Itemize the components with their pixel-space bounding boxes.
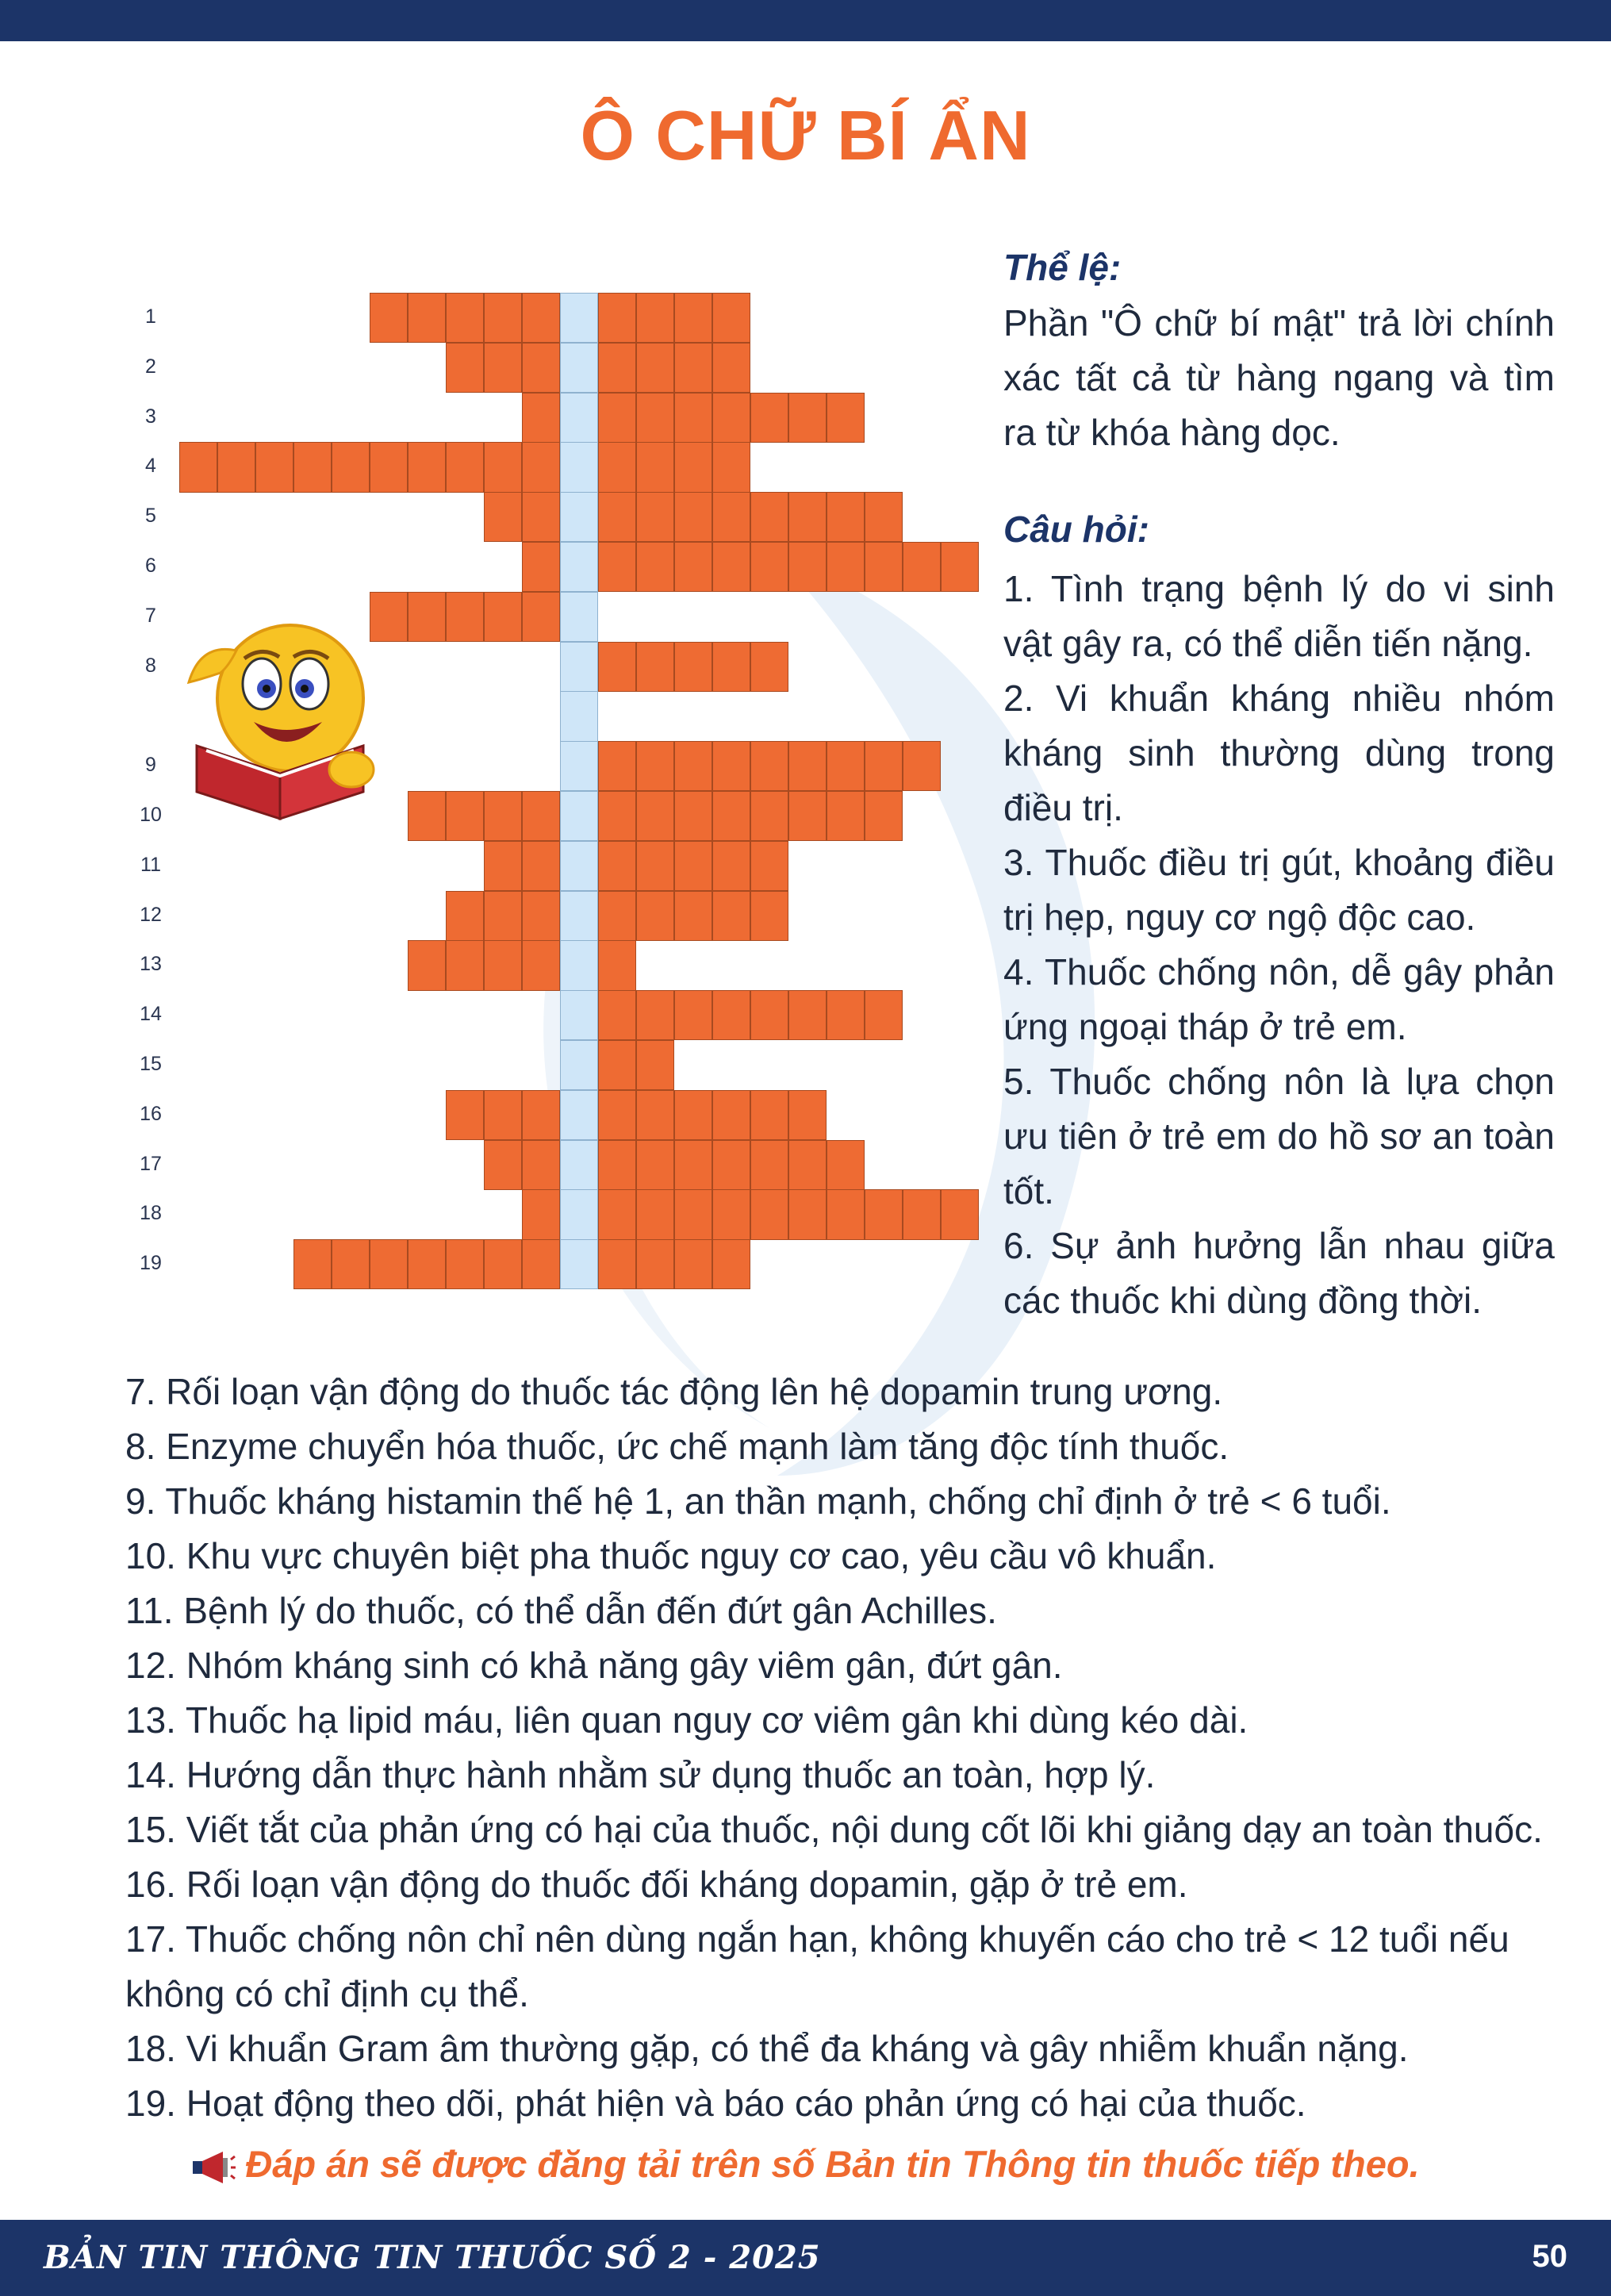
crossword-cell[interactable] <box>750 393 788 443</box>
crossword-cell[interactable] <box>408 791 446 841</box>
keyword-cell[interactable] <box>560 691 598 741</box>
crossword-cell[interactable] <box>598 442 636 492</box>
page-title: Ô CHỮ BÍ ẨN <box>580 96 1031 175</box>
row-number: 12 <box>140 903 162 926</box>
crossword-cell[interactable] <box>788 990 827 1040</box>
crossword-cell[interactable] <box>446 343 484 393</box>
keyword-cell[interactable] <box>560 1090 598 1140</box>
keyword-cell[interactable] <box>560 1239 598 1289</box>
crossword-cell[interactable] <box>293 1239 332 1289</box>
crossword-cell[interactable] <box>674 393 712 443</box>
question-item: 12. Nhóm kháng sinh có khả năng gây viêm gân, đứt gân. <box>125 1645 1063 1686</box>
crossword-cell[interactable] <box>712 1090 750 1140</box>
keyword-cell[interactable] <box>560 891 598 941</box>
crossword-cell[interactable] <box>522 841 560 891</box>
crossword-cell[interactable] <box>712 642 750 692</box>
crossword-cell[interactable] <box>788 741 827 791</box>
crossword-cell[interactable] <box>674 990 712 1040</box>
crossword-cell[interactable] <box>712 393 750 443</box>
crossword-cell[interactable] <box>865 791 903 841</box>
crossword-cell[interactable] <box>636 393 674 443</box>
crossword-cell[interactable] <box>674 891 712 941</box>
crossword-cell[interactable] <box>712 442 750 492</box>
crossword-cell[interactable] <box>712 841 750 891</box>
crossword-cell[interactable] <box>522 1140 560 1190</box>
row-number: 18 <box>140 1202 162 1225</box>
row-number: 1 <box>145 305 156 328</box>
crossword-cell[interactable] <box>408 592 446 642</box>
crossword-cell[interactable] <box>598 1040 636 1090</box>
crossword-cell[interactable] <box>674 542 712 592</box>
crossword-cell[interactable] <box>522 1090 560 1140</box>
crossword-cell[interactable] <box>750 1140 788 1190</box>
crossword-cell[interactable] <box>522 592 560 642</box>
row-number: 5 <box>145 505 156 528</box>
crossword-cell[interactable] <box>674 1239 712 1289</box>
crossword-cell[interactable] <box>750 791 788 841</box>
crossword-cell[interactable] <box>674 841 712 891</box>
crossword-cell[interactable] <box>598 841 636 891</box>
crossword-cell[interactable] <box>522 492 560 542</box>
crossword-cell[interactable] <box>827 741 865 791</box>
row-number: 11 <box>140 853 161 876</box>
crossword-cell[interactable] <box>827 393 865 443</box>
crossword-cell[interactable] <box>408 1239 446 1289</box>
crossword-cell[interactable] <box>712 1140 750 1190</box>
crossword-cell[interactable] <box>903 1189 941 1239</box>
crossword-cell[interactable] <box>598 542 636 592</box>
crossword-cell[interactable] <box>636 442 674 492</box>
keyword-cell[interactable] <box>560 293 598 343</box>
crossword-cell[interactable] <box>598 990 636 1040</box>
crossword-cell[interactable] <box>750 642 788 692</box>
keyword-cell[interactable] <box>560 542 598 592</box>
crossword-cell[interactable] <box>712 741 750 791</box>
row-number: 3 <box>145 405 156 428</box>
crossword-cell[interactable] <box>903 741 941 791</box>
crossword-cell[interactable] <box>636 492 674 542</box>
crossword-cell[interactable] <box>522 542 560 592</box>
crossword-cell[interactable] <box>370 1239 408 1289</box>
crossword-cell[interactable] <box>484 791 522 841</box>
crossword-cell[interactable] <box>636 1189 674 1239</box>
crossword-cell[interactable] <box>827 542 865 592</box>
keyword-cell[interactable] <box>560 791 598 841</box>
keyword-cell[interactable] <box>560 990 598 1040</box>
question-item: 8. Enzyme chuyển hóa thuốc, ức chế mạnh làm tăng độc tính thuốc. <box>125 1426 1229 1467</box>
crossword-cell[interactable] <box>674 1140 712 1190</box>
row-number: 19 <box>140 1252 162 1275</box>
crossword-cell[interactable] <box>865 542 903 592</box>
crossword-cell[interactable] <box>636 542 674 592</box>
crossword-cell[interactable] <box>827 1189 865 1239</box>
question-item: 16. Rối loạn vận động do thuốc đối kháng dopamin, gặp ở trẻ em. <box>125 1864 1188 1905</box>
question-item: 4. Thuốc chống nôn, dễ gây phản ứng ngoại tháp ở trẻ em. <box>1003 951 1555 1047</box>
crossword-cell[interactable] <box>636 1140 674 1190</box>
crossword-cell[interactable] <box>598 1090 636 1140</box>
row-number: 10 <box>140 804 162 826</box>
crossword-cell[interactable] <box>712 1189 750 1239</box>
crossword-cell[interactable] <box>712 891 750 941</box>
question-item: 3. Thuốc điều trị gút, khoảng điều trị hẹp, nguy cơ ngộ độc cao. <box>1003 842 1555 938</box>
question-item: 10. Khu vực chuyên biệt pha thuốc nguy cơ cao, yêu cầu vô khuẩn. <box>125 1535 1217 1576</box>
keyword-cell[interactable] <box>560 442 598 492</box>
keyword-cell[interactable] <box>560 841 598 891</box>
crossword-cell[interactable] <box>446 791 484 841</box>
keyword-cell[interactable] <box>560 492 598 542</box>
crossword-cell[interactable] <box>598 1189 636 1239</box>
crossword-cell[interactable] <box>522 891 560 941</box>
crossword-cell[interactable] <box>865 990 903 1040</box>
crossword-cell[interactable] <box>636 791 674 841</box>
question-item: 19. Hoạt động theo dõi, phát hiện và báo cáo phản ứng có hại của thuốc. <box>125 2083 1306 2124</box>
megaphone-icon <box>191 2150 236 2185</box>
question-item: 7. Rối loạn vận động do thuốc tác động lên hệ dopamin trung ương. <box>125 1371 1223 1412</box>
crossword-cell[interactable] <box>712 293 750 343</box>
crossword-cell[interactable] <box>598 343 636 393</box>
row-number: 7 <box>145 604 156 627</box>
row-number: 16 <box>140 1102 162 1125</box>
keyword-cell[interactable] <box>560 1140 598 1190</box>
crossword-cell[interactable] <box>750 492 788 542</box>
crossword-cell[interactable] <box>484 891 522 941</box>
crossword-cell[interactable] <box>674 1090 712 1140</box>
crossword-cell[interactable] <box>598 791 636 841</box>
keyword-cell[interactable] <box>560 741 598 791</box>
footer-bar <box>0 2220 1611 2296</box>
crossword-cell[interactable] <box>484 1140 522 1190</box>
question-item: 18. Vi khuẩn Gram âm thường gặp, có thể đa kháng và gây nhiễm khuẩn nặng. <box>125 2028 1409 2069</box>
question-item: 17. Thuốc chống nôn chỉ nên dùng ngắn hạn, không khuyến cáo cho trẻ < 12 tuổi nếu không có chỉ định cụ thể. <box>125 1918 1509 2014</box>
keyword-cell[interactable] <box>560 1189 598 1239</box>
crossword-cell[interactable] <box>903 542 941 592</box>
question-item: 6. Sự ảnh hưởng lẫn nhau giữa các thuốc khi dùng đồng thời. <box>1003 1225 1555 1321</box>
crossword-cell[interactable] <box>522 1189 560 1239</box>
crossword-cell[interactable] <box>522 343 560 393</box>
crossword-cell[interactable] <box>598 940 636 990</box>
crossword-cell[interactable] <box>827 1140 865 1190</box>
crossword-cell[interactable] <box>522 791 560 841</box>
crossword-cell[interactable] <box>484 293 522 343</box>
crossword-cell[interactable] <box>712 542 750 592</box>
crossword-cell[interactable] <box>788 393 827 443</box>
crossword-cell[interactable] <box>598 492 636 542</box>
crossword-cell[interactable] <box>446 592 484 642</box>
crossword-cell[interactable] <box>712 492 750 542</box>
crossword-cell[interactable] <box>484 492 522 542</box>
crossword-cell[interactable] <box>255 442 293 492</box>
crossword-cell[interactable] <box>446 293 484 343</box>
keyword-cell[interactable] <box>560 343 598 393</box>
crossword-cell[interactable] <box>484 442 522 492</box>
crossword-cell[interactable] <box>446 891 484 941</box>
crossword-cell[interactable] <box>370 442 408 492</box>
crossword-cell[interactable] <box>293 442 332 492</box>
crossword-cell[interactable] <box>217 442 255 492</box>
crossword-cell[interactable] <box>865 1189 903 1239</box>
crossword-cell[interactable] <box>788 492 827 542</box>
crossword-cell[interactable] <box>712 791 750 841</box>
question-item: 9. Thuốc kháng histamin thế hệ 1, an thần mạnh, chống chỉ định ở trẻ < 6 tuổi. <box>125 1480 1391 1522</box>
crossword-cell[interactable] <box>750 841 788 891</box>
keyword-cell[interactable] <box>560 592 598 642</box>
crossword-cell[interactable] <box>827 492 865 542</box>
keyword-cell[interactable] <box>560 642 598 692</box>
crossword-cell[interactable] <box>522 442 560 492</box>
crossword-cell[interactable] <box>941 1189 979 1239</box>
footer-publication: BẢN TIN THÔNG TIN THUỐC SỐ 2 - 2025 <box>44 2239 821 2276</box>
question-item: 2. Vi khuẩn kháng nhiều nhóm kháng sinh thường dùng trong điều trị. <box>1003 678 1555 828</box>
crossword-cell[interactable] <box>370 293 408 343</box>
crossword-cell[interactable] <box>788 1140 827 1190</box>
questions-heading: Câu hỏi: <box>1003 509 1149 550</box>
crossword-cell[interactable] <box>636 1090 674 1140</box>
row-number: 4 <box>145 455 156 478</box>
crossword-cell[interactable] <box>674 642 712 692</box>
row-number: 17 <box>140 1152 162 1175</box>
row-number: 15 <box>140 1053 162 1075</box>
row-number: 9 <box>145 754 156 777</box>
crossword-cell[interactable] <box>674 741 712 791</box>
answer-note <box>0 2142 1611 2186</box>
crossword-cell[interactable] <box>408 293 446 343</box>
crossword-cell[interactable] <box>408 442 446 492</box>
question-item: 1. Tình trạng bệnh lý do vi sinh vật gây ra, có thể diễn tiến nặng. <box>1003 568 1555 664</box>
row-number: 13 <box>140 953 162 976</box>
question-item: 13. Thuốc hạ lipid máu, liên quan nguy cơ viêm gân khi dùng kéo dài. <box>125 1699 1249 1741</box>
crossword-cell[interactable] <box>636 343 674 393</box>
row-number: 2 <box>145 355 156 378</box>
crossword-cell[interactable] <box>941 542 979 592</box>
crossword-cell[interactable] <box>750 990 788 1040</box>
crossword-cell[interactable] <box>712 1239 750 1289</box>
crossword-cell[interactable] <box>865 741 903 791</box>
keyword-cell[interactable] <box>560 393 598 443</box>
crossword-cell[interactable] <box>408 940 446 990</box>
rules-heading: Thể lệ: <box>1003 247 1122 288</box>
crossword-cell[interactable] <box>674 791 712 841</box>
crossword-cell[interactable] <box>522 940 560 990</box>
crossword-cell[interactable] <box>446 1090 484 1140</box>
questions-bottom-list <box>125 1365 1569 2131</box>
crossword-cell[interactable] <box>332 442 370 492</box>
crossword-cell[interactable] <box>484 1090 522 1140</box>
questions-right-column <box>1003 562 1555 1328</box>
crossword-cell[interactable] <box>522 293 560 343</box>
crossword-cell[interactable] <box>674 293 712 343</box>
crossword-cell[interactable] <box>598 891 636 941</box>
crossword-cell[interactable] <box>788 1090 827 1140</box>
row-number: 8 <box>145 654 156 677</box>
crossword-cell[interactable] <box>865 492 903 542</box>
crossword-cell[interactable] <box>598 1239 636 1289</box>
crossword-cell[interactable] <box>750 1090 788 1140</box>
crossword-cell[interactable] <box>674 492 712 542</box>
keyword-cell[interactable] <box>560 1040 598 1090</box>
crossword-cell[interactable] <box>750 741 788 791</box>
crossword-cell[interactable] <box>636 841 674 891</box>
crossword-cell[interactable] <box>484 1239 522 1289</box>
question-item: 5. Thuốc chống nôn là lựa chọn ưu tiên ở trẻ em do hồ sơ an toàn tốt. <box>1003 1061 1555 1211</box>
top-banner <box>0 0 1611 41</box>
crossword-cell[interactable] <box>598 393 636 443</box>
crossword-cell[interactable] <box>712 343 750 393</box>
question-item: 14. Hướng dẫn thực hành nhằm sử dụng thuốc an toàn, hợp lý. <box>125 1754 1156 1795</box>
crossword-cell[interactable] <box>484 343 522 393</box>
rules-text: Phần "Ô chữ bí mật" trả lời chính xác tất cả từ hàng ngang và tìm ra từ khóa hàng dọc. <box>1003 302 1555 453</box>
question-item: 11. Bệnh lý do thuốc, có thể dẫn đến đứt gân Achilles. <box>125 1590 997 1631</box>
keyword-cell[interactable] <box>560 940 598 990</box>
crossword-cell[interactable] <box>636 1239 674 1289</box>
question-item: 15. Viết tắt của phản ứng có hại của thuốc, nội dung cốt lõi khi giảng dạy an toàn thuốc. <box>125 1809 1543 1850</box>
crossword-cell[interactable] <box>598 642 636 692</box>
answer-note-text: Đáp án sẽ được đăng tải trên số Bản tin Thông tin thuốc tiếp theo. <box>245 2143 1420 2185</box>
row-number: 6 <box>145 555 156 577</box>
crossword-cell[interactable] <box>636 1040 674 1090</box>
crossword-cell[interactable] <box>598 1140 636 1190</box>
crossword-cell[interactable] <box>636 642 674 692</box>
crossword-cell[interactable] <box>636 891 674 941</box>
crossword-cell[interactable] <box>446 940 484 990</box>
row-number: 14 <box>140 1003 162 1026</box>
crossword-cell[interactable] <box>636 741 674 791</box>
crossword-cell[interactable] <box>788 1189 827 1239</box>
page-number: 50 <box>1532 2239 1567 2274</box>
crossword-cell[interactable] <box>674 343 712 393</box>
crossword-cell[interactable] <box>788 791 827 841</box>
crossword-cell[interactable] <box>598 741 636 791</box>
crossword-cell[interactable] <box>827 791 865 841</box>
crossword-cell[interactable] <box>636 293 674 343</box>
crossword-cell[interactable] <box>446 442 484 492</box>
crossword-cell[interactable] <box>674 1189 712 1239</box>
crossword-cell[interactable] <box>712 990 750 1040</box>
crossword-cell[interactable] <box>484 841 522 891</box>
crossword-cell[interactable] <box>674 442 712 492</box>
reading-emoji-icon <box>181 611 379 825</box>
crossword-cell[interactable] <box>750 1189 788 1239</box>
crossword-cell[interactable] <box>522 1239 560 1289</box>
crossword-cell[interactable] <box>788 542 827 592</box>
crossword-cell[interactable] <box>484 592 522 642</box>
crossword-cell[interactable] <box>636 990 674 1040</box>
crossword-cell[interactable] <box>446 1239 484 1289</box>
crossword-cell[interactable] <box>750 542 788 592</box>
crossword-cell[interactable] <box>598 293 636 343</box>
crossword-cell[interactable] <box>332 1239 370 1289</box>
crossword-cell[interactable] <box>750 891 788 941</box>
crossword-cell[interactable] <box>179 442 217 492</box>
crossword-cell[interactable] <box>522 393 560 443</box>
crossword-cell[interactable] <box>827 990 865 1040</box>
crossword-cell[interactable] <box>484 940 522 990</box>
